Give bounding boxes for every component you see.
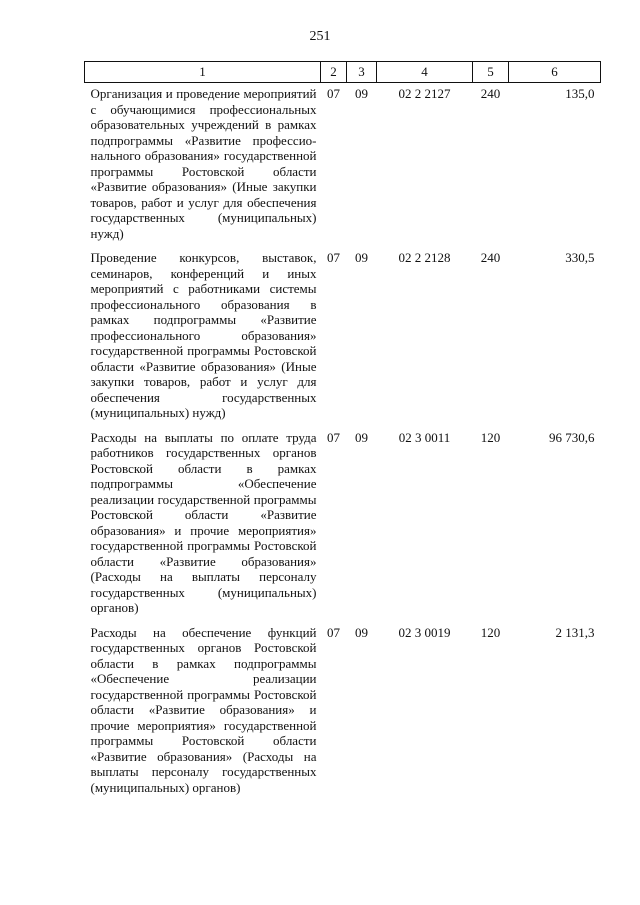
row-description: Организация и проведение мероприятий с обучающимися профессиональных образовательных учреждений в рамках подпрограммы «Развитие профессионального образования» государственной программы Ростовской области «Развитие образования» (Иные закупки товаров, работ и услуг для обеспечения государственных (муниципальных) нужд): [90, 86, 317, 241]
row-expense-type: 120: [480, 624, 501, 640]
row-expense-type: 240: [480, 86, 501, 101]
row-amount: 96 730,6: [549, 429, 595, 445]
row-target-article: 02 2 2128: [398, 250, 451, 265]
row-description: Расходы на выплаты по оплате труда работников государственных органов Ростовской области в рамках подпрограммы «Обеспечение реализации государственной программы Ростовской области «Развитие образования» и прочие мероприятия» государственной программы Ростовской области «Развитие образования» (Расходы на выплаты персоналу государственных (муниципальных) органов): [90, 429, 317, 615]
row-amount: 2 131,3: [555, 624, 595, 640]
row-target-article: 02 3 0011: [398, 429, 451, 445]
column-header-3: 3: [347, 62, 377, 83]
table-row: [85, 247, 601, 427]
row-target-article: 02 2 2127: [398, 86, 451, 101]
page-number: 251: [309, 29, 331, 44]
table-body: [85, 83, 601, 802]
row-section: 07: [327, 624, 340, 640]
row-expense-type: 120: [480, 429, 501, 445]
table-header: [85, 62, 601, 83]
header-row: [85, 62, 601, 83]
row-amount: 135,0: [565, 86, 595, 101]
row-target-article: 02 3 0019: [398, 624, 451, 640]
row-description: Проведение конкурсов, выставок, семинаров, конференций и иных мероприятий с работниками системы профессионального образования в рамках подпрограммы «Развитие профессионального образования» государственной программы Ростовской области «Развитие образования» (Иные закупки товаров, работ и услуг для обеспечения государственных (муниципальных) нужд): [90, 250, 317, 420]
table-row: [85, 83, 601, 248]
row-section: 07: [327, 429, 340, 445]
row-subsection: 09: [355, 624, 368, 640]
row-amount: 330,5: [565, 250, 595, 265]
row-section: 07: [327, 86, 340, 101]
table-row: [85, 622, 601, 802]
column-header-2: 2: [321, 62, 347, 83]
column-header-1: 1: [85, 62, 321, 83]
column-header-6: 6: [509, 62, 601, 83]
column-header-5: 5: [473, 62, 509, 83]
budget-table: [84, 61, 601, 801]
row-expense-type: 240: [480, 250, 501, 265]
row-subsection: 09: [355, 250, 368, 265]
column-header-4: 4: [377, 62, 473, 83]
row-subsection: 09: [355, 86, 368, 101]
row-subsection: 09: [355, 429, 368, 445]
table-row: [85, 427, 601, 622]
row-description: Расходы на обеспечение функций государственных органов Ростовской области в рамках подпрограммы «Обеспечение реализации государственной программы Ростовской области «Развитие образования» и прочие мероприятия» государственной программы Ростовской области «Развитие образования» (Расходы на выплаты персоналу государственных (муниципальных) органов): [90, 624, 317, 795]
row-section: 07: [327, 250, 340, 265]
